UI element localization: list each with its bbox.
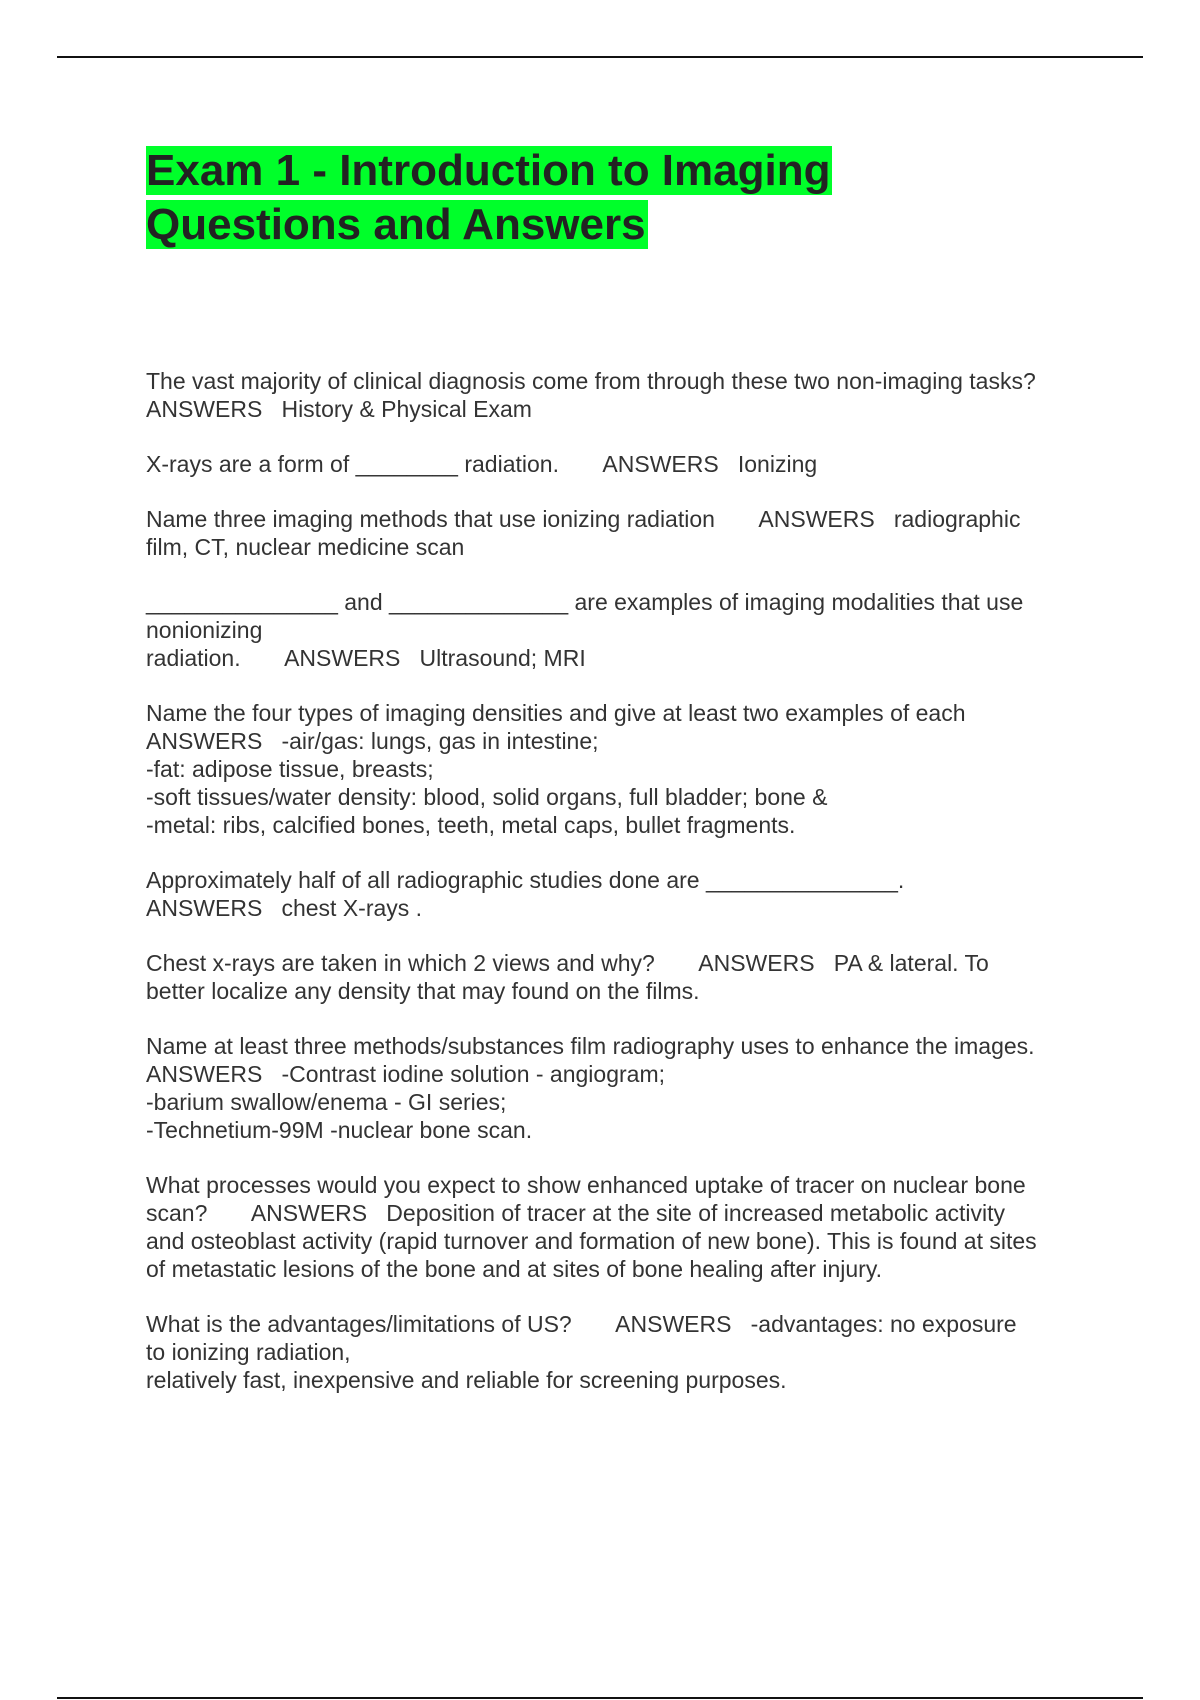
qa-line: Name three imaging methods that use ionizing radiation ANSWERS radiographic bbox=[146, 506, 1021, 532]
qa-line: and osteoblast activity (rapid turnover and formation of new bone). This is found at sites bbox=[146, 1228, 1037, 1254]
title-line-1: Exam 1 - Introduction to Imaging bbox=[146, 146, 831, 195]
qa-line: -soft tissues/water density: blood, solid organs, full bladder; bone & bbox=[146, 784, 828, 810]
qa-line: -fat: adipose tissue, breasts; bbox=[146, 756, 434, 782]
qa-line: ANSWERS -Contrast iodine solution - angiogram; bbox=[146, 1061, 665, 1087]
qa-line: radiation. ANSWERS Ultrasound; MRI bbox=[146, 645, 586, 671]
qa-item bbox=[146, 949, 1096, 1005]
qa-line: _______________ and ______________ are examples of imaging modalities that use bbox=[146, 589, 1024, 615]
header-rule bbox=[57, 56, 1143, 58]
qa-item bbox=[146, 1171, 1096, 1283]
qa-item bbox=[146, 588, 1096, 672]
qa-line: ANSWERS -air/gas: lungs, gas in intestine; bbox=[146, 728, 599, 754]
qa-line: -Technetium-99M -nuclear bone scan. bbox=[146, 1117, 533, 1143]
footer-rule bbox=[57, 1697, 1143, 1699]
title-line-2: Questions and Answers bbox=[146, 200, 646, 249]
qa-line: The vast majority of clinical diagnosis come from through these two non-imaging tasks? bbox=[146, 368, 1036, 394]
qa-line: film, CT, nuclear medicine scan bbox=[146, 534, 465, 560]
qa-line: Chest x-rays are taken in which 2 views and why? ANSWERS PA & lateral. To bbox=[146, 950, 989, 976]
qa-line: -metal: ribs, calcified bones, teeth, metal caps, bullet fragments. bbox=[146, 812, 796, 838]
qa-line: relatively fast, inexpensive and reliable for screening purposes. bbox=[146, 1367, 787, 1393]
qa-item bbox=[146, 367, 1096, 423]
qa-line: What is the advantages/limitations of US? ANSWERS -advantages: no exposure bbox=[146, 1311, 1017, 1337]
qa-line: What processes would you expect to show enhanced uptake of tracer on nuclear bone bbox=[146, 1172, 1026, 1198]
qa-line: Name at least three methods/substances film radiography uses to enhance the images. bbox=[146, 1033, 1035, 1059]
qa-line: X-rays are a form of ________ radiation. ANSWERS Ionizing bbox=[146, 451, 818, 477]
qa-line: of metastatic lesions of the bone and at sites of bone healing after injury. bbox=[146, 1256, 883, 1282]
qa-line: better localize any density that may found on the films. bbox=[146, 978, 700, 1004]
qa-line: ANSWERS History & Physical Exam bbox=[146, 396, 532, 422]
qa-item bbox=[146, 699, 1096, 839]
page-title bbox=[146, 144, 1046, 252]
qa-item bbox=[146, 1032, 1096, 1144]
qa-item bbox=[146, 505, 1096, 561]
qa-line: Approximately half of all radiographic studies done are _______________. bbox=[146, 867, 905, 893]
qa-list bbox=[146, 367, 1096, 1421]
qa-item bbox=[146, 450, 1096, 478]
qa-line: scan? ANSWERS Deposition of tracer at the site of increased metabolic activity bbox=[146, 1200, 1006, 1226]
qa-line: -barium swallow/enema - GI series; bbox=[146, 1089, 507, 1115]
qa-line: Name the four types of imaging densities and give at least two examples of each bbox=[146, 700, 966, 726]
qa-line: to ionizing radiation, bbox=[146, 1339, 351, 1365]
qa-line: nonionizing bbox=[146, 617, 263, 643]
qa-item bbox=[146, 1310, 1096, 1394]
qa-item bbox=[146, 866, 1096, 922]
qa-line: ANSWERS chest X-rays . bbox=[146, 895, 423, 921]
